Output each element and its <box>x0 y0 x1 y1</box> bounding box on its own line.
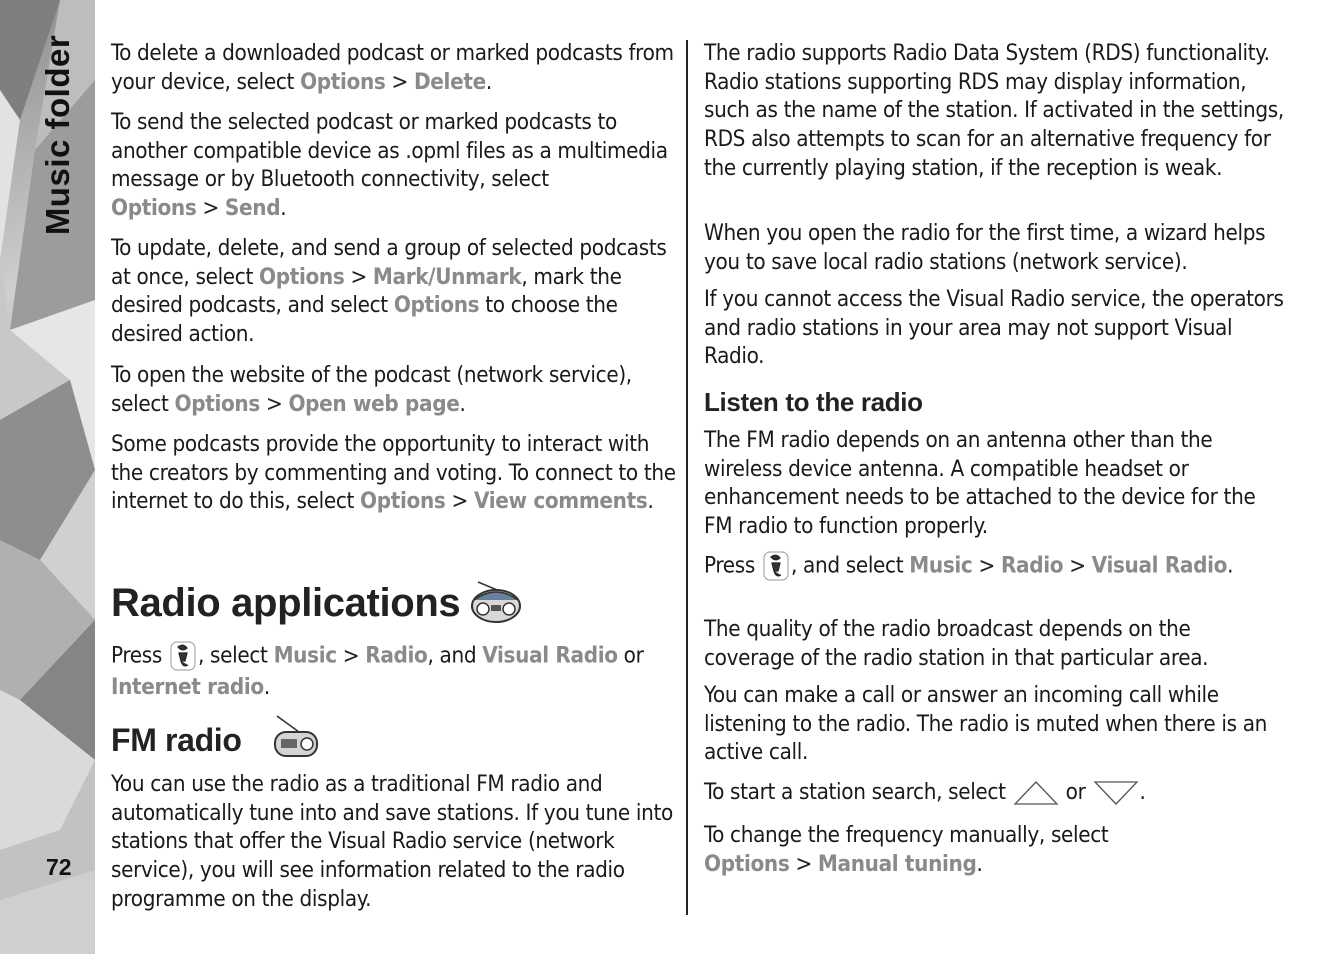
separator: > <box>202 195 219 222</box>
text: To open the website of the podcast (network service), select <box>111 362 632 417</box>
menu-option-music[interactable]: Music <box>909 552 973 579</box>
text: To delete a downloaded podcast or marked podcasts from your device, select <box>111 40 674 95</box>
separator: > <box>391 68 408 95</box>
text: To update, delete, and send a group of selected podcasts at once, select <box>111 235 667 290</box>
menu-option-options[interactable]: Options <box>393 292 480 319</box>
paragraph-station-search <box>704 778 1284 807</box>
menu-option-send[interactable]: Send <box>224 195 281 222</box>
text: . <box>280 195 287 222</box>
menu-option-music[interactable]: Music <box>273 642 337 669</box>
menu-option-manual-tuning[interactable]: Manual tuning <box>817 850 977 877</box>
menu-option-visual-radio[interactable]: Visual Radio <box>482 642 618 669</box>
text: . <box>976 850 983 877</box>
paragraph-update-podcasts <box>111 234 681 349</box>
text: Press <box>111 642 168 669</box>
separator: > <box>795 850 812 877</box>
menu-key-icon <box>168 639 198 673</box>
paragraph-rds: The radio supports Radio Data System (RDS) functionality. Radio stations supporting RDS may display information, such as the name of the station. If activated in the settings, RDS also attempts to scan for an alternative frequency for the currently playing station, if the reception is weak. <box>704 40 1284 181</box>
heading-fm-radio: FM radio <box>111 722 242 758</box>
text: . <box>1227 552 1234 579</box>
paragraph-send-podcast <box>111 108 681 223</box>
text: Press <box>704 552 761 579</box>
menu-option-radio[interactable]: Radio <box>365 642 428 669</box>
text: or <box>1059 779 1092 805</box>
paragraph-manual-tuning <box>704 821 1284 878</box>
menu-option-options[interactable]: Options <box>704 850 790 877</box>
paragraph-broadcast-quality: The quality of the radio broadcast depends on the coverage of the radio station in that particular area. <box>704 616 1209 671</box>
text: , and <box>427 642 483 669</box>
triangle-up-icon[interactable] <box>1012 779 1060 807</box>
menu-option-options[interactable]: Options <box>111 195 197 222</box>
menu-option-options[interactable]: Options <box>174 390 260 417</box>
paragraph-fm-radio-description: You can use the radio as a traditional FM radio and automatically tune into and save stations. If you tune into stations that offer the Visual Radio service (network service), you will see information related to the radio programme on the display. <box>111 771 673 912</box>
fm-radio-icon <box>271 714 319 760</box>
menu-option-internet-radio[interactable]: Internet radio <box>111 674 264 700</box>
menu-key-icon <box>761 549 791 583</box>
paragraph-visual-radio-access: If you cannot access the Visual Radio service, the operators and radio stations in your area may not support Visual Radio. <box>704 286 1284 370</box>
menu-option-view-comments[interactable]: View comments <box>473 488 648 515</box>
menu-option-delete[interactable]: Delete <box>413 68 486 95</box>
section-title: Music folder <box>39 34 76 236</box>
text: . <box>263 674 270 700</box>
sidebar-decoration <box>0 0 95 954</box>
boombox-radio-icon <box>468 578 522 626</box>
heading-listen-to-radio: Listen to the radio <box>704 387 923 417</box>
menu-option-options[interactable]: Options <box>300 68 386 95</box>
menu-option-radio[interactable]: Radio <box>1000 552 1064 579</box>
text: to choose the desired action. <box>111 292 618 348</box>
text: , select <box>197 642 274 669</box>
text: To change the frequency manually, select <box>704 822 1109 848</box>
separator: > <box>265 390 283 417</box>
text: . <box>647 488 654 515</box>
paragraph-view-comments <box>111 430 681 516</box>
text: . <box>1139 779 1146 805</box>
paragraph-open-visual-radio <box>704 549 1284 583</box>
paragraph-open-website <box>111 361 681 418</box>
separator: > <box>342 642 360 669</box>
separator: > <box>978 552 995 579</box>
paragraph-wizard: When you open the radio for the first time, a wizard helps you to save local radio stations (network service). <box>704 220 1266 275</box>
column-divider <box>686 40 688 915</box>
text: To start a station search, select <box>704 779 1012 805</box>
text: , mark the desired podcasts, and select <box>111 263 622 319</box>
heading-radio-applications: Radio applications <box>111 581 461 625</box>
text: To send the selected podcast or marked podcasts to another compatible device as .opml files as a multimedia message or by Bluetooth connectivity, select <box>111 109 668 193</box>
menu-option-mark-unmark[interactable]: Mark/Unmark <box>372 263 522 290</box>
separator: > <box>350 263 367 290</box>
paragraph-delete-podcast <box>111 39 681 96</box>
text: . <box>485 68 492 95</box>
menu-option-open-web-page[interactable]: Open web page <box>288 390 460 417</box>
menu-option-options[interactable]: Options <box>259 263 345 290</box>
menu-option-visual-radio[interactable]: Visual Radio <box>1091 552 1228 579</box>
triangle-down-icon[interactable] <box>1092 779 1140 807</box>
separator: > <box>1069 552 1086 579</box>
page-number: 72 <box>46 854 72 880</box>
separator: > <box>451 488 468 515</box>
text: . <box>459 390 466 417</box>
text: , and select <box>790 552 910 579</box>
paragraph-radio-apps-path <box>111 639 681 702</box>
paragraph-antenna: The FM radio depends on an antenna other than the wireless device antenna. A compatible headset or enhancement needs to be attached to the device for the FM radio to function properly. <box>704 427 1256 540</box>
text: Some podcasts provide the opportunity to interact with the creators by commenting and voting. To connect to the internet to do this, select <box>111 431 676 515</box>
menu-option-options[interactable]: Options <box>360 488 446 515</box>
text: or <box>617 642 644 669</box>
paragraph-incoming-call: You can make a call or answer an incoming call while listening to the radio. The radio is muted when there is an active call. <box>704 682 1267 766</box>
